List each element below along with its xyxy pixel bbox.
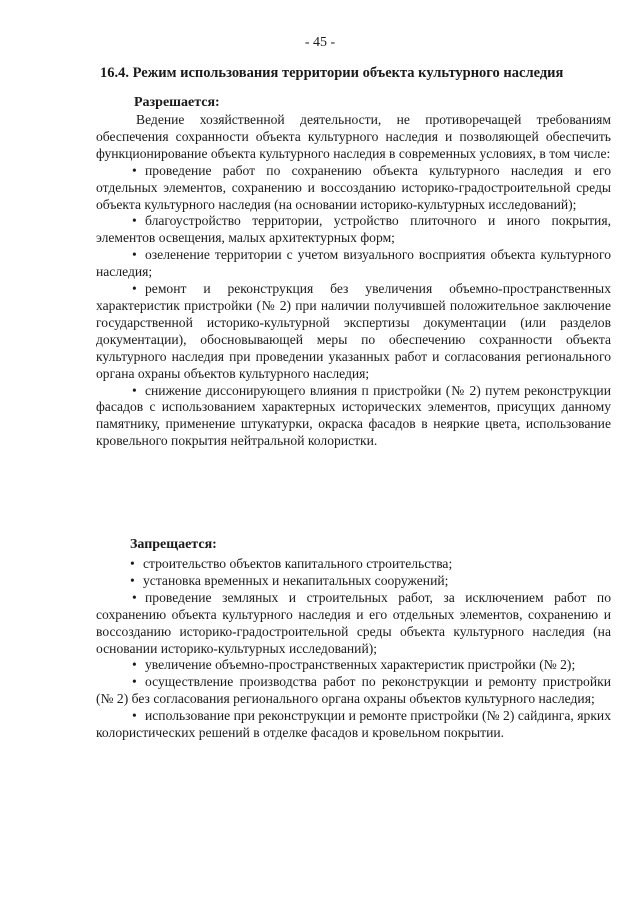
- forbidden-item: [96, 657, 611, 674]
- forbidden-label: Запрещается:: [130, 537, 217, 552]
- forbidden-item: [96, 674, 611, 708]
- allowed-item-text: проведение работ по сохранению объекта культурного наследия и его отдельных элементов, сохранению и воссозданию историко-градостроительной среды объекта культурного наследия (на основании историко-культурных исследований);: [96, 162, 611, 212]
- page-number: - 45 -: [304, 35, 336, 50]
- forbidden-section: [96, 556, 611, 742]
- forbidden-item-text: строительство объектов капитального строительства;: [143, 556, 453, 571]
- forbidden-item: [96, 556, 611, 573]
- forbidden-item: [96, 573, 611, 590]
- forbidden-item-text: проведение земляных и строительных работ, за исключением работ по сохранению объекта культурного наследия и его отдельных элементов, сохранению и воссозданию историко-градостроительной среды объекта культурного наследия (на основании историко-культурных исследований);: [96, 589, 611, 656]
- allowed-item-text: озеленение территории с учетом визуального восприятия объекта культурного наследия;: [96, 247, 611, 280]
- allowed-item: [96, 163, 611, 214]
- allowed-section: [96, 112, 611, 450]
- allowed-item: [96, 247, 611, 281]
- forbidden-item: [96, 708, 611, 742]
- forbidden-item-text: увеличение объемно-пространственных характеристик пристройки (№ 2);: [145, 657, 576, 673]
- allowed-item-text: благоустройство территории, устройство плиточного и иного покрытия, элементов освещения, малых архитектурных форм;: [96, 213, 611, 246]
- bullet-icon: •: [132, 213, 137, 229]
- allowed-item: [96, 281, 611, 382]
- bullet-icon: •: [132, 708, 137, 724]
- bullet-icon: •: [130, 556, 135, 571]
- forbidden-item: [96, 590, 611, 658]
- forbidden-item-text: осуществление производства работ по реконструкции и ремонту пристройки (№ 2) без согласования регионального органа охраны объектов культурного наследия;: [96, 674, 611, 707]
- bullet-icon: •: [132, 382, 137, 398]
- allowed-label: Разрешается:: [134, 95, 220, 110]
- bullet-icon: •: [132, 589, 137, 605]
- allowed-item-text: снижение диссонирующего влияния п пристройки (№ 2) путем реконструкции фасадов с использованием характерных исторических элементов, присущих данному памятнику, применение штукатурки, окраска фасадов в неяркие цвета, использование кровельного покрытия нейтральной колористки.: [96, 382, 611, 449]
- bullet-icon: •: [132, 281, 137, 297]
- allowed-item: [96, 213, 611, 247]
- bullet-icon: •: [132, 247, 137, 263]
- section-heading: 16.4. Режим использования территории объекта культурного наследия: [100, 65, 564, 81]
- forbidden-item-text: использование при реконструкции и ремонте пристройки (№ 2) сайдинга, ярких колористических решений в отделке фасадов и кровельном покрытии.: [96, 708, 611, 741]
- bullet-icon: •: [132, 674, 137, 690]
- allowed-item: [96, 383, 611, 451]
- bullet-icon: •: [132, 162, 137, 178]
- bullet-icon: •: [132, 657, 137, 673]
- forbidden-item-text: установка временных и некапитальных сооружений;: [143, 572, 449, 588]
- allowed-intro: Ведение хозяйственной деятельности, не противоречащей требованиям обеспечения сохранности объекта культурного наследия и позволяющей обеспечить функционирование объекта культурного наследия в современных условиях, в том числе:: [96, 112, 611, 161]
- allowed-item-text: ремонт и реконструкция без увеличения объемно-пространственных характеристик пристройки (№ 2) при наличии получившей положительное заключение государственной историко-культурной экспертизы документации (или разделов документации), обосновывающей меры по обеспечению сохранности объекта культурного наследия при проведении указанных работ и согласования регионального органа охраны объектов культурного наследия;: [96, 281, 611, 381]
- bullet-icon: •: [130, 572, 135, 588]
